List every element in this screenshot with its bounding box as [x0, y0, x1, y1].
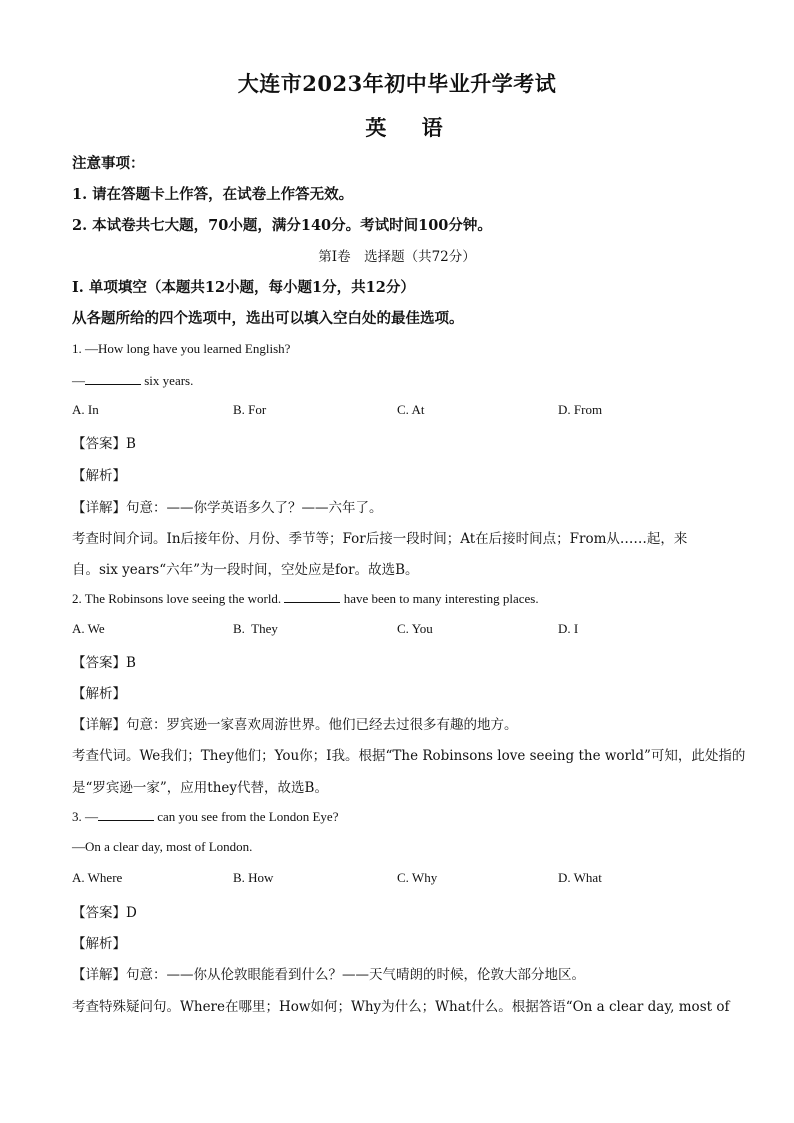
- notes-heading: 注意事项：: [72, 155, 145, 172]
- q3-option-d[interactable]: D. What: [558, 870, 602, 885]
- q3-analysis: 【解析】: [72, 936, 126, 952]
- q2-option-c[interactable]: C. You: [397, 621, 433, 636]
- q2-analysis: 【解析】: [72, 686, 126, 702]
- q1-option-a[interactable]: A. In: [72, 402, 99, 417]
- exam-title: 大连市2023年初中毕业升学考试: [237, 71, 557, 96]
- q2-stem-pre: 2. The Robinsons love seeing the world.: [72, 591, 285, 606]
- q2-option-a[interactable]: A. We: [72, 621, 105, 636]
- q1-blank: [85, 372, 141, 385]
- q2-detail: 【详解】句意：罗宾逊一家喜欢周游世界。他们已经去过很多有趣的地方。: [72, 717, 518, 733]
- q3-answer: 【答案】D: [72, 905, 137, 921]
- q1-reply-text: six years.: [141, 373, 194, 388]
- q2-explain-1: 考查代词。We我们；They他们；You你；I我。根据“The Robinsons love seeing the world”可知，此处指的: [72, 748, 746, 764]
- section-title: Ⅰ. 单项填空（本题共12小题，每小题1分，共12分）: [72, 279, 415, 296]
- note-item-2: 2. 本试卷共七大题，70小题，满分140分。考试时间100分钟。: [72, 217, 492, 234]
- q2-stem-post: have been to many interesting places.: [340, 591, 539, 606]
- q1-stem: 1. —How long have you learned English?: [72, 341, 291, 356]
- q3-stem-post: can you see from the London Eye?: [154, 809, 339, 824]
- q2-answer: 【答案】B: [72, 655, 136, 671]
- q1-option-d[interactable]: D. From: [558, 402, 603, 417]
- q2-explain-2: 是“罗宾逊一家”，应用they代替，故选B。: [72, 780, 328, 796]
- q3-option-b[interactable]: B. How: [233, 870, 274, 885]
- q1-explain-1: 考查时间介词。In后接年份、月份、季节等；For后接一段时间；At在后接时间点；From从……起，来: [72, 531, 688, 547]
- part-title: 第Ⅰ卷 选择题（共72分）: [318, 249, 476, 265]
- q3-detail: 【详解】句意：——你从伦敦眼能看到什么？——天气晴朗的时候，伦敦大部分地区。: [72, 967, 585, 983]
- q3-reply: —On a clear day, most of London.: [72, 839, 253, 854]
- q1-detail: 【详解】句意：——你学英语多久了？——六年了。: [72, 500, 383, 516]
- section-instruction: 从各题所给的四个选项中，选出可以填入空白处的最佳选项。: [72, 310, 464, 327]
- q2-stem: [72, 590, 539, 607]
- q1-reply-dash: —: [72, 373, 85, 388]
- q2-blank: [284, 590, 340, 603]
- q1-analysis: 【解析】: [72, 468, 126, 484]
- q1-reply: [72, 372, 193, 389]
- q1-option-c[interactable]: C. At: [397, 402, 425, 417]
- q3-option-a[interactable]: A. Where: [72, 870, 123, 885]
- q3-blank: [98, 808, 154, 821]
- q3-option-c[interactable]: C. Why: [397, 870, 438, 885]
- q2-option-b[interactable]: B. They: [233, 621, 278, 636]
- q2-option-d[interactable]: D. I: [558, 621, 579, 636]
- q1-option-b[interactable]: B. For: [233, 402, 267, 417]
- q3-stem-pre: 3. —: [72, 809, 98, 824]
- q1-explain-2: 自。six years“六年”为一段时间，空处应是for。故选B。: [72, 562, 419, 578]
- note-item-1: 1. 请在答题卡上作答，在试卷上作答无效。: [72, 186, 354, 203]
- subject-title: 英 语: [365, 115, 457, 140]
- q3-stem: [72, 808, 338, 825]
- q1-answer: 【答案】B: [72, 436, 136, 452]
- q3-explain-1: 考查特殊疑问句。Where在哪里；How如何；Why为什么；What什么。根据答语“On a clear day, most of: [72, 999, 730, 1015]
